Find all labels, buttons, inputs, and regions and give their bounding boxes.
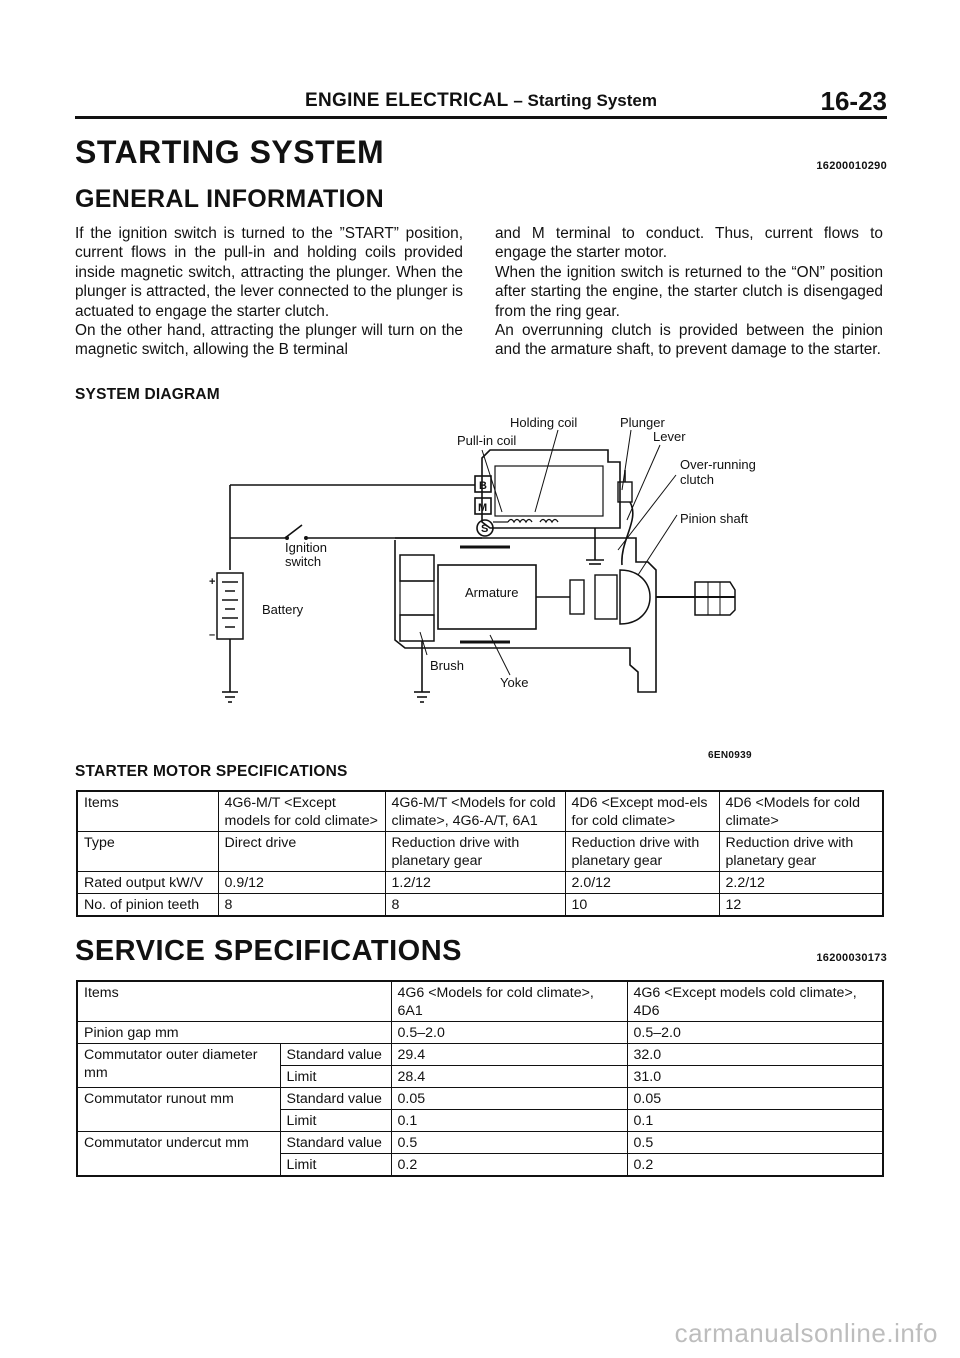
table-cell: 28.4 xyxy=(391,1066,627,1088)
table-cell: 0.5 xyxy=(627,1132,883,1154)
paragraph: On the other hand, attracting the plunger will turn on the magnetic switch, allowing the B terminal xyxy=(75,322,463,359)
section-code: 16200010290 xyxy=(816,160,887,172)
table-row xyxy=(77,791,883,832)
header-section: ENGINE ELECTRICAL xyxy=(305,90,509,111)
label-holding-coil: Holding coil xyxy=(510,415,578,430)
table-cell: 8 xyxy=(218,894,385,917)
starter-motor-specs-table xyxy=(76,790,884,917)
header-subsection: Starting System xyxy=(527,91,657,110)
table-cell: 0.5–2.0 xyxy=(391,1022,627,1044)
table-cell: 0.1 xyxy=(627,1110,883,1132)
terminal-s: S xyxy=(481,523,489,535)
table-cell: Commutator outer diameter mm xyxy=(77,1044,280,1088)
table-cell: 4G6 <Models for cold climate>, 6A1 xyxy=(391,981,627,1022)
watermark: carmanualsonline.info xyxy=(674,1318,938,1348)
label-ignition: Ignition xyxy=(285,540,327,555)
table-cell: Reduction drive with planetary gear xyxy=(385,832,565,872)
table-cell: Rated output kW/V xyxy=(77,872,218,894)
table-cell: Type xyxy=(77,832,218,872)
label-yoke: Yoke xyxy=(500,675,529,690)
table-cell: 0.5 xyxy=(391,1132,627,1154)
table-cell: 0.05 xyxy=(391,1088,627,1110)
table-row xyxy=(77,894,883,917)
table-cell: 0.5–2.0 xyxy=(627,1022,883,1044)
general-info-right-column xyxy=(495,224,883,360)
terminal-m: M xyxy=(478,502,488,514)
battery-minus: – xyxy=(209,629,216,641)
starter-system-diagram xyxy=(190,410,790,740)
label-battery: Battery xyxy=(262,602,304,617)
system-diagram-title: SYSTEM DIAGRAM xyxy=(75,386,220,403)
table-cell: Limit xyxy=(280,1066,391,1088)
table-cell: 2.0/12 xyxy=(565,872,719,894)
terminal-b: B xyxy=(479,480,487,492)
running-header xyxy=(75,88,887,119)
table-cell: 4D6 <Except mod-els for cold climate> xyxy=(565,791,719,832)
table-cell: 2.2/12 xyxy=(719,872,883,894)
label-plunger: Plunger xyxy=(620,415,665,430)
table-cell: No. of pinion teeth xyxy=(77,894,218,917)
service-specs-table xyxy=(76,980,884,1177)
table-cell: 32.0 xyxy=(627,1044,883,1066)
battery-plus: + xyxy=(209,576,216,588)
label-armature: Armature xyxy=(465,585,519,600)
table-cell: Direct drive xyxy=(218,832,385,872)
table-cell: 0.2 xyxy=(391,1154,627,1177)
header-title xyxy=(75,90,887,112)
paragraph: and M terminal to conduct. Thus, current flows to engage the starter motor. xyxy=(495,225,883,262)
table-cell: Pinion gap mm xyxy=(77,1022,391,1044)
table-row xyxy=(77,1044,883,1066)
table-cell: 4G6-M/T <Except models for cold climate> xyxy=(218,791,385,832)
table-cell: Standard value xyxy=(280,1044,391,1066)
label-pinion-shaft: Pinion shaft xyxy=(680,511,748,526)
table-cell: Standard value xyxy=(280,1088,391,1110)
table-cell: 0.9/12 xyxy=(218,872,385,894)
paragraph: An overrunning clutch is provided between the pinion and the armature shaft, to prevent damage to the starter. xyxy=(495,322,883,359)
table-cell: 0.1 xyxy=(391,1110,627,1132)
general-information-title: GENERAL INFORMATION xyxy=(75,185,384,213)
table-cell: 8 xyxy=(385,894,565,917)
table-row xyxy=(77,1088,883,1110)
table-cell: Standard value xyxy=(280,1132,391,1154)
paragraph: If the ignition switch is turned to the ”START” position, current flows in the pull-in and holding coils provided inside magnetic switch, attracting the plunger. When the plunger is attracted, the lever connected to the plunger is actuated to engage the starter clutch. xyxy=(75,225,463,320)
table-cell: Limit xyxy=(280,1154,391,1177)
table-cell: 12 xyxy=(719,894,883,917)
general-info-left-column xyxy=(75,224,463,360)
table-cell: Reduction drive with planetary gear xyxy=(565,832,719,872)
table-row xyxy=(77,832,883,872)
table-cell: 1.2/12 xyxy=(385,872,565,894)
table-cell: 31.0 xyxy=(627,1066,883,1088)
table-cell: Items xyxy=(77,981,391,1022)
label-lever: Lever xyxy=(653,429,686,444)
table-cell: Limit xyxy=(280,1110,391,1132)
table-cell: 29.4 xyxy=(391,1044,627,1066)
label-clutch: clutch xyxy=(680,472,714,487)
label-brush: Brush xyxy=(430,658,464,673)
figure-code: 6EN0939 xyxy=(708,750,752,761)
table-cell: 4G6 <Except models cold climate>, 4D6 xyxy=(627,981,883,1022)
table-cell: Reduction drive with planetary gear xyxy=(719,832,883,872)
label-over-running: Over-running xyxy=(680,457,756,472)
table-cell: 4D6 <Models for cold climate> xyxy=(719,791,883,832)
page-number: 16-23 xyxy=(820,86,887,116)
table-cell: 10 xyxy=(565,894,719,917)
table-cell: Commutator runout mm xyxy=(77,1088,280,1132)
label-pull-in-coil: Pull-in coil xyxy=(457,433,517,448)
label-switch: switch xyxy=(285,554,322,569)
starter-motor-specs-title: STARTER MOTOR SPECIFICATIONS xyxy=(75,763,348,780)
table-row xyxy=(77,872,883,894)
table-row xyxy=(77,981,883,1022)
table-cell: Commutator undercut mm xyxy=(77,1132,280,1177)
table-row xyxy=(77,1022,883,1044)
service-specs-code: 16200030173 xyxy=(816,952,887,964)
paragraph: When the ignition switch is returned to the “ON” position after starting the engine, the starter clutch is disengaged from the ring gear. xyxy=(495,263,883,320)
table-cell: Items xyxy=(77,791,218,832)
table-row xyxy=(77,1132,883,1154)
table-cell: 0.2 xyxy=(627,1154,883,1177)
header-dash: – xyxy=(513,91,523,110)
table-cell: 4G6-M/T <Models for cold climate>, 4G6-A/T, 6A1 xyxy=(385,791,565,832)
service-specs-title: SERVICE SPECIFICATIONS xyxy=(75,935,462,967)
section-title: STARTING SYSTEM xyxy=(75,134,385,170)
table-cell: 0.05 xyxy=(627,1088,883,1110)
